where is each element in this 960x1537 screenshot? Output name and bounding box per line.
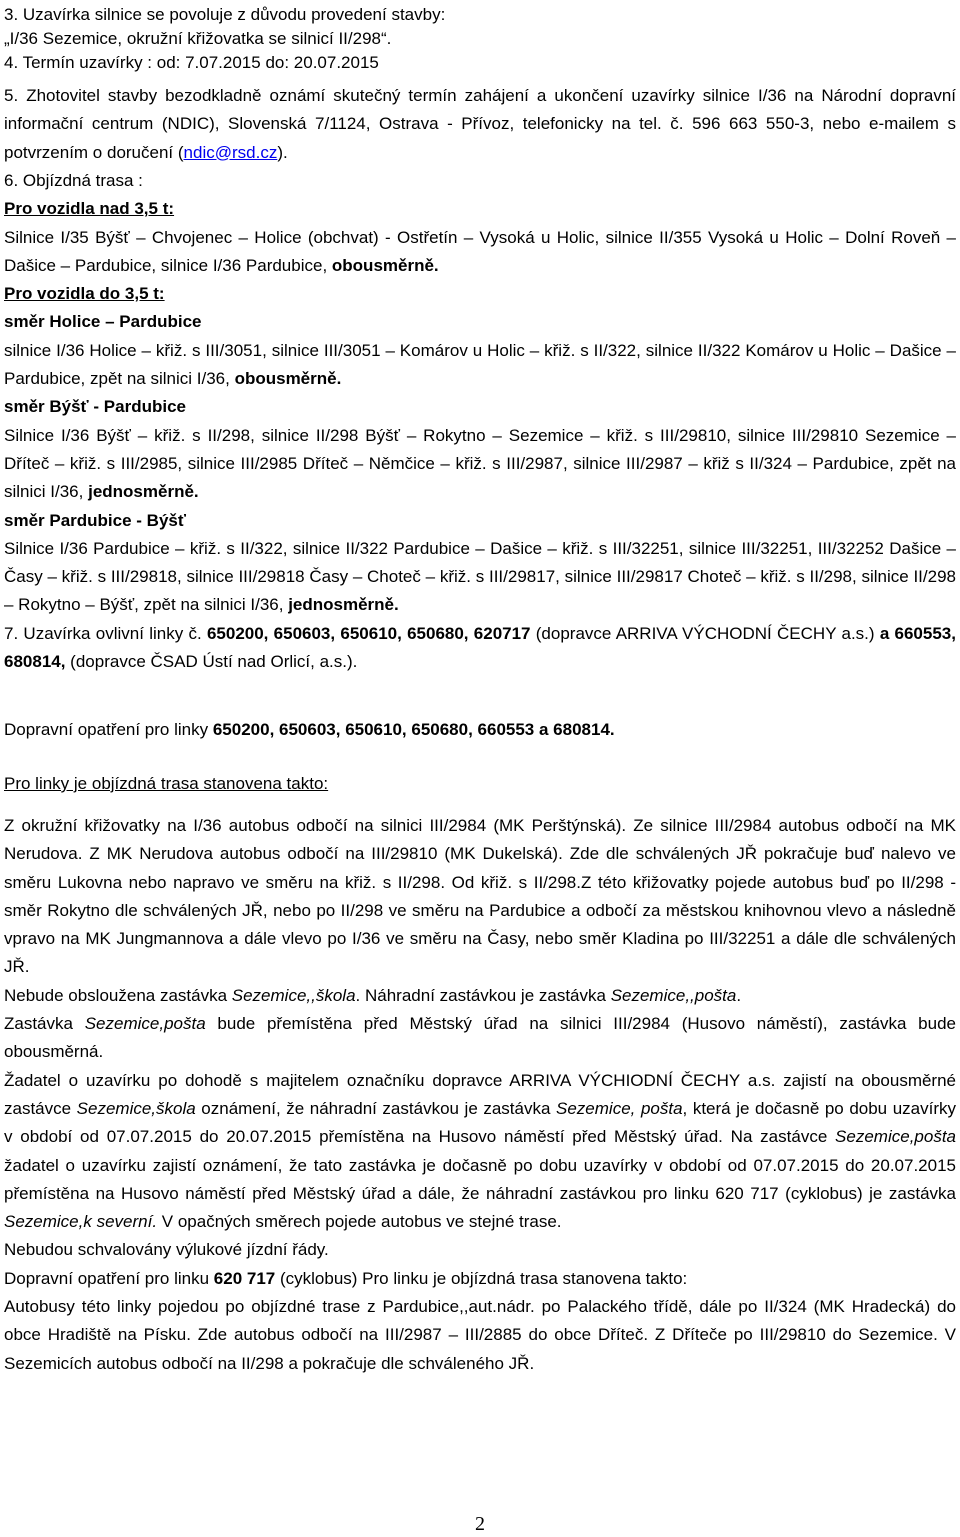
appl-d: žadatel o uzavírku zajistí oznámení, že tato zastávka je dočasně po dobu uzavírky v období od 07.07.2015 do 20.07.2015 přemístěna na Husovo náměstí před Městský úřad a dále, že náhradní zastávkou pro linku 620 717 (cyklobus) je zastávka — [4, 1155, 956, 1203]
over-35t-text: Silnice I/35 Býšť – Chvojenec – Holice (obchvat) - Ostřetín – Vysoká u Holic, silnice II/355 Vysoká u Holic – Dolní Roveň – Dašice – Pardubice, silnice I/36 Pardubice, — [4, 227, 956, 275]
item-7-lines-affected — [4, 620, 956, 677]
item-6-detour — [4, 167, 956, 676]
route-paragraph: Z okružní křižovatky na I/36 autobus odbočí na silnici III/2984 (MK Perštýnská). Ze silnice III/2984 autobus odbočí na MK Nerudova. Z MK Nerudova autobus odbočí na III/29810 (MK Dukelská). Zde dle schválených JŘ pokračuje buď nalevo ve směru Lukovna nebo napravo ve směru na křiž. s II/298. Od křiž. s II/298.Z této křižovatky pojede autobus buď po II/298 - směr Rokytno dle schválených JŘ, nebo po II/298 ve směru na Pardubice a odbočí za městskou knihovnou vlevo a následně vpravo na MK Jungmannova a dále vlevo po I/36 ve směru na Časy, nebo směr Kladina po III/32251 a dále dle schválených JŘ. — [4, 816, 956, 977]
item-7-pre: 7. Uzavírka ovlivní linky č. — [4, 623, 207, 643]
dir1-text: silnice I/36 Holice – křiž. s III/3051, silnice III/3051 – Komárov u Holic – křiž. s II/322, silnice II/322 Komárov u Holic – Dašice – Pardubice, zpět na silnici I/36, — [4, 340, 956, 389]
direction-pardubice-byst-route — [4, 535, 956, 620]
dir3-text: Silnice I/36 Pardubice – křiž. s II/322, silnice II/322 Pardubice – Dašice – křiž. s III/32251, silnice III/32251, III/32252 Dašice – Časy – křiž. s III/29818, silnice III/29818 Časy – Choteč – křiž. s III/29817, silnice III/29817 Choteč – křiž. s II/298, silnice II/298 – Rokytno – Býšť, zpět na silnici I/36, — [4, 538, 956, 615]
stop-posta: Sezemice,,pošta — [610, 985, 737, 1005]
stop-skola: Sezemice,,škola — [231, 985, 356, 1005]
ndic-email-link[interactable]: ndic@rsd.cz — [183, 142, 278, 162]
item-5-end: ). — [277, 142, 288, 162]
over-35t-direction: obousměrně. — [331, 255, 439, 275]
appl-a: Žadatel o uzavírku po dohodě s majitelem označníku dopravce ARRIVA VÝCHIODNÍ ČECHY a.s. zajistí na obousměrné zastávce — [4, 1070, 956, 1118]
dir2-text: Silnice I/36 Býšť – křiž. s II/298, silnice II/298 Býšť – Rokytno – Sezemice – křiž. s III/29810, silnice III/29810 Sezemice – Dříteč – křiž. s III/2985, silnice III/2985 Dříteč – Němčice – křiž. s III/2987, silnice III/2987 – křiž s II/324 – Pardubice, zpět na silnici I/36, — [4, 425, 956, 502]
item-3-reason: 3. Uzavírka silnice se povoluje z důvodu provedení stavby: — [4, 5, 446, 24]
direction-byst-pardubice-route — [4, 422, 956, 507]
route-description — [4, 812, 956, 1378]
applicant-notice — [4, 1067, 956, 1237]
cyclo-end: (cyklobus) Pro linku je objízdná trasa stanovena takto: — [275, 1268, 688, 1288]
cyclobus-measures — [4, 1265, 956, 1293]
dir1-direction: obousměrně. — [234, 369, 342, 389]
stop-pre: Nebude obsloužena zastávka — [4, 985, 232, 1005]
under-35t-heading: Pro vozidla do 3,5 t: — [4, 284, 165, 304]
traffic-measures-line — [4, 716, 956, 744]
item-5-notification — [4, 82, 956, 167]
measures-lines: 650200, 650603, 650610, 650680, 660553 a 680814. — [212, 720, 615, 739]
stop-not-served — [4, 982, 956, 1010]
item-7-mid: (dopravce ARRIVA VÝCHODNÍ ČECHY a.s.) — [530, 623, 880, 643]
appl-stop-posta-2: Sezemice,pošta — [835, 1127, 956, 1147]
item-7-lines-csad: a 660553, 680814, — [4, 623, 956, 672]
move-pre: Zastávka — [4, 1014, 85, 1034]
item-4-closure-period: 4. Termín uzavírky : od: 7.07.2015 do: 20.07.2015 — [4, 53, 379, 72]
item-7-lines-arriva: 650200, 650603, 650610, 650680, 620717 — [206, 623, 531, 643]
measures-pre: Dopravní opatření pro linky — [4, 720, 213, 739]
direction-holice-pardubice-heading: směr Holice – Pardubice — [4, 312, 202, 332]
stop-mid: . Náhradní zastávkou je zastávka — [355, 985, 611, 1005]
appl-c: , která je dočasně po dobu uzavírky v období od 07.07.2015 do 20.07.2015 přemístěna na Husovo náměstí před Městský úřad. Na zastávce — [4, 1098, 956, 1147]
no-timetables: Nebudou schvalovány výlukové jízdní řády. — [4, 1240, 329, 1260]
move-text: bude přemístěna před Městský úřad na silnici III/2984 (Husovo náměstí), zastávka bude obousměrná. — [4, 1014, 957, 1062]
route-heading: Pro linky je objízdná trasa stanovena takto: — [4, 774, 329, 793]
appl-e: V opačných směrech pojede autobus ve stejné trase. — [157, 1212, 562, 1232]
traffic-measures — [4, 716, 956, 744]
dir3-direction: jednosměrně. — [288, 595, 399, 615]
item-7-end: (dopravce ČSAD Ústí nad Orlicí, a.s.). — [65, 652, 358, 672]
over-35t-heading: Pro vozidla nad 3,5 t: — [4, 199, 175, 219]
dir2-direction: jednosměrně. — [88, 482, 199, 502]
item-5-paragraph — [4, 82, 956, 167]
item-5-text: 5. Zhotovitel stavby bezodkladně oznámí skutečný termín zahájení a ukončení uzavírky silnice I/36 na Národní dopravní informační centrum (NDIC), Slovenská 7/1124, Ostrava - Přívoz, telefonicky na tel. č. 596 663 550-3, nebo e-mailem s potvrzením o doručení ( — [4, 86, 956, 162]
appl-stop-skola: Sezemice,škola — [76, 1098, 196, 1118]
cyclobus-route: Autobusy této linky pojedou po objízdné trase z Pardubice,,aut.nádr. po Palackého třídě, dále po II/324 (MK Hradecká) do obce Hradiště na Písku. Zde autobus odbočí na III/2987 – III/2885 do obce Dříteč. Z Dříteče po III/29810 do Sezemice. V Sezemicích autobus odbočí na II/298 a pokračuje dle schváleného JŘ. — [4, 1297, 956, 1373]
direction-pardubice-byst-heading: směr Pardubice - Býšť — [4, 510, 186, 530]
direction-holice-pardubice-route — [4, 337, 956, 394]
item-6-title: 6. Objízdná trasa : — [4, 171, 143, 190]
appl-b: oznámení, že náhradní zastávkou je zastávka — [195, 1098, 557, 1118]
direction-byst-pardubice-heading: směr Býšť - Pardubice — [4, 397, 186, 417]
over-35t-route — [4, 224, 956, 281]
stop-end: . — [736, 985, 742, 1005]
cyclo-pre: Dopravní opatření pro linku — [4, 1268, 214, 1288]
stop-relocation — [4, 1010, 956, 1067]
appl-stop-posta: Sezemice, pošta — [556, 1098, 683, 1118]
cyclo-line: 620 717 — [213, 1268, 276, 1288]
permit-items-3-5 — [4, 3, 956, 75]
route-heading-block — [4, 770, 956, 798]
move-stop-name: Sezemice,pošta — [84, 1014, 206, 1034]
page-number: 2 — [475, 1513, 485, 1535]
item-3-construction-name: „I/36 Sezemice, okružní křižovatka se silnicí II/298“. — [4, 29, 392, 48]
appl-stop-severni: Sezemice,k severní. — [4, 1212, 158, 1232]
